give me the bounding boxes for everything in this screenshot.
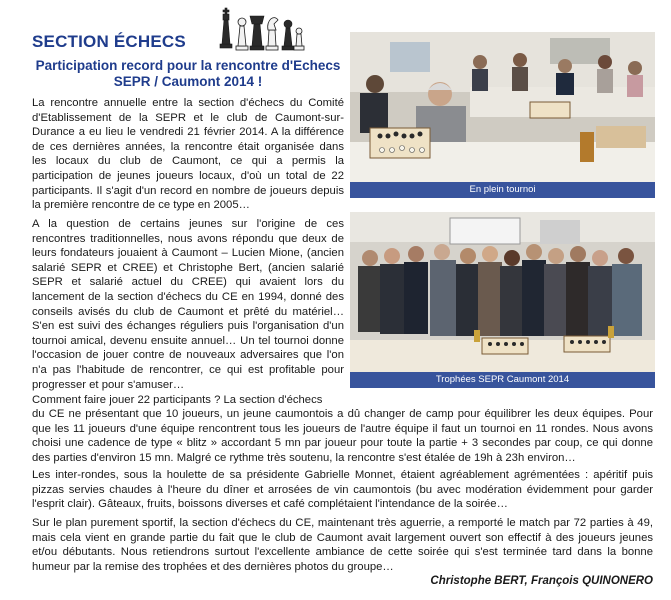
paragraph-3-continued: du CE ne présentant que 10 joueurs, un jeune caumontois a dû changer de camp pour équilibrer les deux équipes. Pour que les 11 joueurs d'une équipe rencontrent tous les joueurs de l'autre équipe il faut un tournoi en 11 rondes. Nous avons choisi une cadence de type « blitz » accordant 5 mn par joueur pour toute la partie + 3 secondes par coup, ce qui donne des parties d'environ 15 mn. Malgré ce rythme très soutenu, la rencontre s'est étalée de 19h à 23h environ…: [32, 408, 653, 464]
paragraph-5: Sur le plan purement sportif, la section d'échecs du CE, maintenant très aguerrie, a remporté le match par 72 parties à 49, mais cela vient en grande partie du fait que le club de Caumont avait largement ouvert son effectif à des joueurs jeunes et/ou débutants. Nous retiendrons surtout l'excellente ambiance de cette soirée qui s'est terminée tard dans la bonne humeur par la remise des trophées et des dernières photos du groupe…: [32, 517, 653, 573]
paragraph-3-start: Comment faire jouer 22 participants ? La section d'échecs: [32, 394, 323, 406]
photo-tournament: [350, 32, 655, 198]
photo-trophies-image: [350, 212, 655, 388]
paragraph-4: Les inter-rondes, sous la houlette de sa présidente Gabrielle Monnet, étaient agréablement agrémentées : apéritif puis pizzas servies chaudes à l'heure du dîner et arrosées de vin caumontois (bu avec modération évidemment pour garder l'esprit clair). Gâteaux, fruits, boissons diverses et café complétaient l'intendance de la soirée…: [32, 469, 653, 511]
headline-line-1: Participation record pour la rencontre d'Echecs: [35, 58, 341, 73]
photo-trophies: [350, 212, 655, 388]
photo-tournament-image: [350, 32, 655, 198]
article-headline: [32, 58, 344, 90]
photo-caption-trophies: Trophées SEPR Caumont 2014: [350, 372, 655, 388]
chess-pieces-icon: [214, 4, 306, 54]
paragraph-1: La rencontre annuelle entre la section d'échecs du Comité d'Etablissement de la SEPR et le club de Caumont-sur-Durance a eu lieu le vendredi 21 février 2014. A la différence de ces dernières années, la rencontre était organisée dans les locaux du club de Caumont, ce qui a permis la participation de jeunes joueurs locaux, d'où un total de 22 participants. Il s'agit d'un record en nombre de joueurs depuis la première rencontre de ce type en 2005…: [32, 97, 344, 212]
paragraph-2: A la question de certains jeunes sur l'origine de ces rencontres traditionnelles, nous avons répondu que deux de leurs fondateurs jouaient à Caumont – Lucien Mione, (ancien salarié SEPR et CREE) et Christophe Bert, (ancien salarié SEPR et salarié actuel du CREE) qui avaient lors du lancement de la section d'échecs du CE en 1994, donné des conseils avisés du club de Caumont et prêté du matériel… S'en est suivi des échanges réguliers puis l'organisation d'un tournoi amical, devenu ensuite annuel… Un tel tournoi donne l'occasion de jouer contre de nouveaux adversaires que l'on n'a pas l'habitude de rencontrer, ce qui est profitable pour progresser et pour s'amuser…: [32, 218, 344, 391]
author-signature: Christophe BERT, François QUINONERO: [430, 575, 653, 587]
section-title: SECTION ÉCHECS: [32, 32, 186, 51]
photo-caption-tournament: En plein tournoi: [350, 182, 655, 198]
headline-line-2: SEPR / Caumont 2014 !: [113, 74, 263, 89]
